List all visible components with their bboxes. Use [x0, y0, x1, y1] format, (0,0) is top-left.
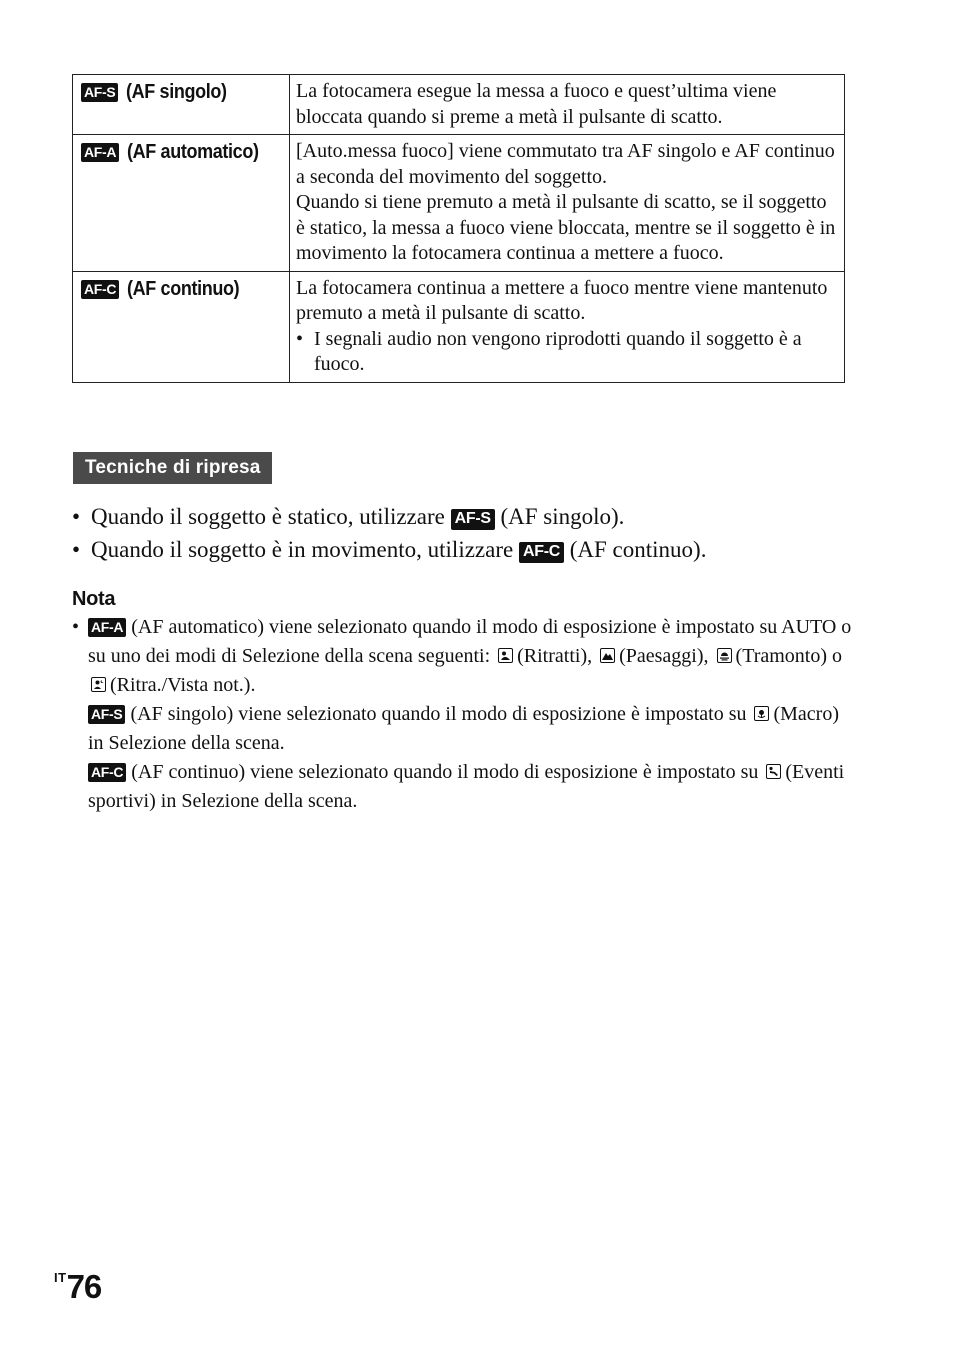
note-paragraph — [88, 700, 852, 758]
table-row — [73, 135, 845, 272]
macro-scene-icon — [754, 706, 769, 721]
mode-cell — [73, 135, 290, 272]
note-text: (AF singolo) viene selezionato quando il modo di esposizione è impostato su — [130, 703, 747, 725]
description-paragraph: [Auto.messa fuoco] viene commutato tra AF singolo e AF continuo a seconda del movimento del soggetto. — [296, 140, 835, 188]
note-heading: Nota — [72, 588, 116, 610]
tips-list — [72, 500, 862, 566]
mode-description — [290, 271, 845, 382]
note-paragraph — [88, 758, 852, 816]
page-number — [54, 1268, 101, 1306]
bullet-dot: • — [72, 537, 81, 562]
note-body — [88, 613, 852, 816]
af-a-icon: AF-A — [88, 618, 126, 637]
tip-text-before: Quando il soggetto è statico, utilizzare — [91, 504, 445, 529]
description-paragraph: La fotocamera continua a mettere a fuoco mentre viene mantenuto premuto a metà il pulsante di scatto. — [296, 276, 828, 324]
mode-cell — [73, 271, 290, 382]
description-paragraph: Quando si tiene premuto a metà il pulsante di scatto, se il soggetto è statico, la messa a fuoco viene bloccata, mentre se il soggetto è in movimento la fotocamera continua a mettere a fuoco. — [296, 191, 836, 264]
mode-name: (AF automatico) — [127, 141, 259, 163]
af-mode-table — [72, 74, 845, 383]
section-heading: Tecniche di ripresa — [73, 452, 272, 484]
af-s-icon: AF-S — [451, 509, 495, 530]
bullet-dot: • — [72, 616, 80, 638]
list-item — [72, 500, 862, 533]
mode-name: (AF continuo) — [127, 277, 240, 300]
page-number-value: 76 — [66, 1268, 102, 1305]
tip-text — [91, 533, 706, 566]
note-text: (Ritratti), — [517, 645, 593, 667]
note-text: (Ritra./Vista not.). — [110, 674, 256, 696]
sports-scene-icon — [766, 764, 781, 779]
tip-text — [91, 500, 624, 533]
tip-text-before: Quando il soggetto è in movimento, utilizzare — [91, 537, 514, 562]
note-paragraph — [88, 613, 852, 700]
list-item — [72, 533, 862, 566]
description-bullet — [296, 327, 836, 378]
note-text: (Tramonto) o — [735, 645, 843, 667]
landscape-scene-icon — [600, 648, 615, 663]
tip-text-after: (AF singolo). — [500, 504, 625, 529]
note-text: (Eventi sportivi) in Selezione della scena. — [88, 761, 845, 812]
night-portrait-scene-icon — [91, 677, 106, 692]
bullet-text: I segnali audio non vengono riprodotti quando il soggetto è a fuoco. — [314, 327, 802, 375]
table-row — [73, 271, 845, 382]
bullet-dot: • — [72, 504, 81, 529]
mode-name: (AF singolo) — [126, 81, 228, 103]
af-s-icon: AF-S — [81, 83, 118, 102]
af-c-icon: AF-C — [519, 542, 564, 563]
sunset-scene-icon — [717, 648, 732, 663]
mode-description: La fotocamera esegue la messa a fuoco e quest’ultima viene bloccata quando si preme a metà il pulsante di scatto. — [290, 75, 845, 135]
af-c-icon: AF-C — [88, 763, 126, 782]
mode-description — [290, 135, 845, 272]
mode-cell — [73, 75, 290, 135]
af-a-icon: AF-A — [81, 143, 119, 162]
af-s-icon: AF-S — [88, 705, 125, 724]
list-item — [72, 613, 852, 816]
language-code: IT — [54, 1270, 67, 1285]
table-row — [73, 75, 845, 135]
af-c-icon: AF-C — [81, 280, 119, 299]
note-text: (AF continuo) viene selezionato quando il modo di esposizione è impostato su — [131, 761, 759, 783]
note-text: (AF automatico) viene selezionato quando il modo di esposizione è impostato su AUTO o su uno dei modi di Selezione della scena seguenti: — [88, 616, 852, 667]
note-text: (Macro) in Selezione della scena. — [88, 703, 840, 754]
tip-text-after: (AF continuo). — [569, 537, 707, 562]
portrait-scene-icon — [498, 648, 513, 663]
note-text: (Paesaggi), — [619, 645, 709, 667]
note-block — [72, 613, 852, 816]
bullet-dot: • — [296, 327, 304, 350]
